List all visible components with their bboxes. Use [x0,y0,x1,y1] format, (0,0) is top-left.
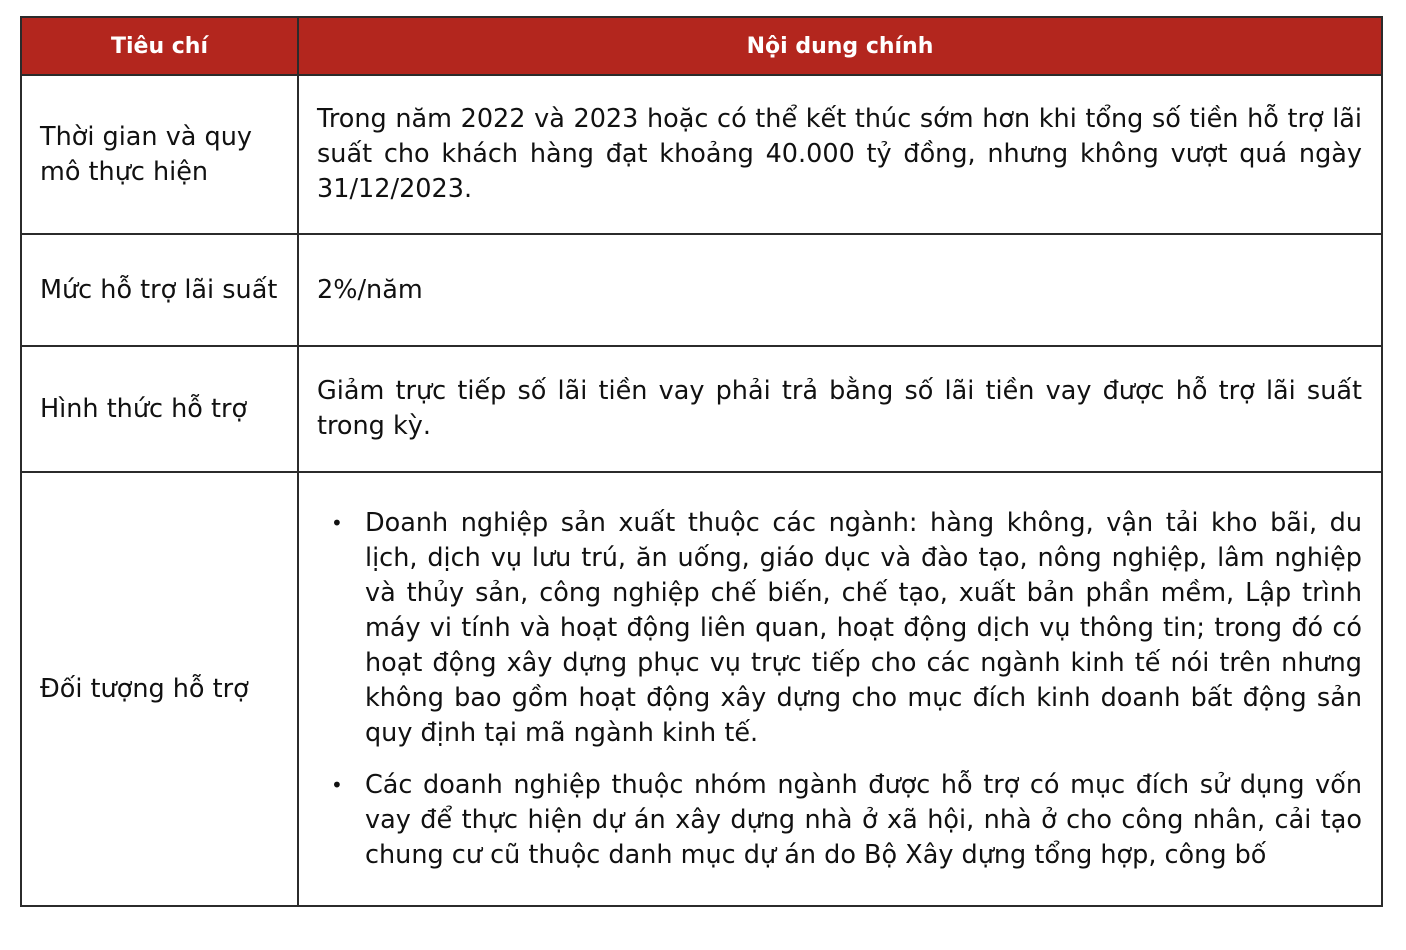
criteria-cell: Đối tượng hỗ trợ [21,472,298,906]
list-item-text: Doanh nghiệp sản xuất thuộc các ngành: hàng không, vận tải kho bãi, du lịch, dịch vụ lưu trú, ăn uống, giáo dục và đào tạo, nông nghiệp, lâm nghiệp và thủy sản, công nghiệp chế biến, chế tạo, xuất bản phần mềm, Lập trình máy vi tính và hoạt động liên quan, hoạt động dịch vụ thông tin; trong đó có hoạt động xây dựng phục vụ trực tiếp cho các ngành kinh tế nói trên nhưng không bao gồm hoạt động xây dựng cho mục đích kinh doanh bất động sản quy định tại mã ngành kinh tế. [365,507,1362,748]
criteria-cell: Thời gian và quy mô thực hiện [21,75,298,234]
content-cell [298,472,1382,906]
list-item [317,768,1362,873]
table-header-row [21,17,1382,75]
interest-support-table [20,16,1383,907]
table-row-duration [21,75,1382,234]
list-item-text: Các doanh nghiệp thuộc nhóm ngành được hỗ trợ có mục đích sử dụng vốn vay để thực hiện dự án xây dựng nhà ở xã hội, nhà ở cho công nhân, cải tạo chung cư cũ thuộc danh mục dự án do Bộ Xây dựng tổng hợp, công bố [365,769,1362,870]
table-row-rate [21,234,1382,346]
table-row-beneficiaries [21,472,1382,906]
criteria-cell: Mức hỗ trợ lãi suất [21,234,298,346]
bullet-icon: • [331,772,343,797]
bullet-icon: • [331,510,343,535]
list-item [317,506,1362,751]
header-content: Nội dung chính [298,17,1382,75]
criteria-cell: Hình thức hỗ trợ [21,346,298,472]
content-cell: 2%/năm [298,234,1382,346]
content-cell: Trong năm 2022 và 2023 hoặc có thể kết thúc sớm hơn khi tổng số tiền hỗ trợ lãi suất cho khách hàng đạt khoảng 40.000 tỷ đồng, nhưng không vượt quá ngày 31/12/2023. [298,75,1382,234]
table-row-form [21,346,1382,472]
beneficiary-list [317,506,1362,873]
header-criteria: Tiêu chí [21,17,298,75]
content-cell: Giảm trực tiếp số lãi tiền vay phải trả bằng số lãi tiền vay được hỗ trợ lãi suất trong kỳ. [298,346,1382,472]
